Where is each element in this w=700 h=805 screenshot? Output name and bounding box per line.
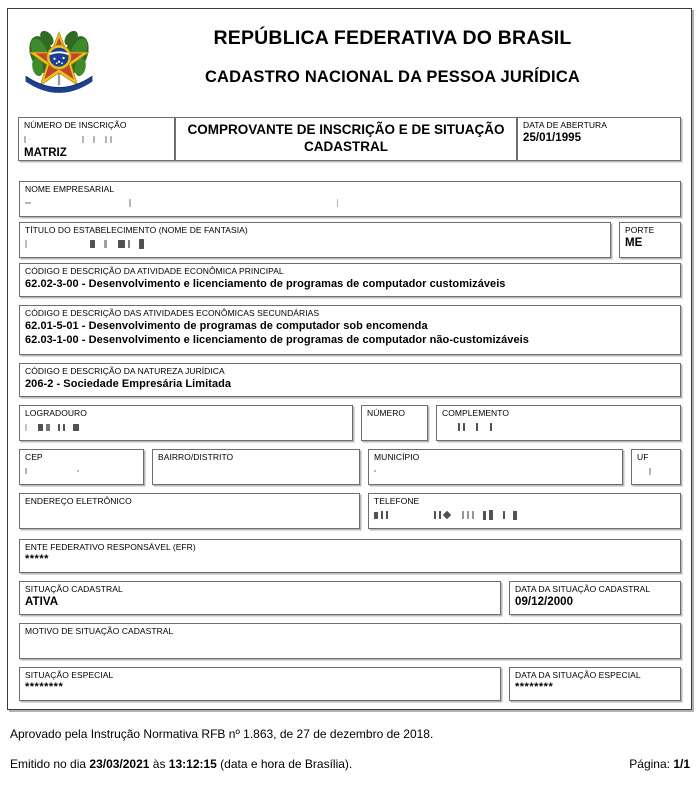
ente-federativo-value: ***** xyxy=(25,553,49,565)
page-indicator xyxy=(629,758,690,770)
brazil-coat-of-arms-icon xyxy=(21,23,97,99)
field-endereco-eletronico xyxy=(19,493,360,529)
atividade-secundaria-item: 62.03-1-00 - Desenvolvimento e licenciamento de programas de computador não-customizáveis xyxy=(25,334,529,346)
field-telefone xyxy=(368,493,681,529)
atividade-secundaria-item: 62.01-5-01 - Desenvolvimento de programas de computador sob encomenda xyxy=(25,320,428,332)
issue-prefix: Emitido no dia xyxy=(10,757,90,771)
field-situacao-cadastral xyxy=(19,581,501,615)
issue-middle: às xyxy=(149,757,169,771)
field-label: CÓDIGO E DESCRIÇÃO DA NATUREZA JURÍDICA xyxy=(25,366,225,376)
issue-time: 13:12:15 xyxy=(168,757,217,771)
titulo-estabelecimento-redacted-value xyxy=(25,236,605,251)
field-comprovante-title xyxy=(175,117,517,161)
data-abertura-value: 25/01/1995 xyxy=(523,132,582,144)
field-nome-empresarial xyxy=(19,181,681,217)
field-data-situacao-cadastral xyxy=(509,581,681,615)
numero-inscricao-matriz: MATRIZ xyxy=(24,147,67,159)
issue-date: 23/03/2021 xyxy=(89,757,150,771)
field-atividade-principal xyxy=(19,263,681,297)
field-label: MOTIVO DE SITUAÇÃO CADASTRAL xyxy=(25,626,174,636)
cnpj-document-frame xyxy=(7,8,692,710)
field-cep xyxy=(19,449,144,485)
field-label: CÓDIGO E DESCRIÇÃO DA ATIVIDADE ECONÔMICA PRINCIPAL xyxy=(25,266,284,276)
situacao-especial-value: ******** xyxy=(25,681,64,693)
field-label: UF xyxy=(637,452,649,462)
complemento-redacted-value xyxy=(442,419,675,434)
atividade-principal-value: 62.02-3-00 - Desenvolvimento e licenciamento de programas de computador customizáveis xyxy=(25,278,506,290)
telefone-redacted-value xyxy=(374,507,675,522)
field-label: SITUAÇÃO ESPECIAL xyxy=(25,670,114,680)
field-label: DATA DE ABERTURA xyxy=(523,120,607,130)
field-ente-federativo xyxy=(19,539,681,573)
issue-line xyxy=(10,758,690,770)
field-label: DATA DA SITUAÇÃO ESPECIAL xyxy=(515,670,641,680)
field-complemento xyxy=(436,405,681,441)
field-label: DATA DA SITUAÇÃO CADASTRAL xyxy=(515,584,651,594)
page-label: Página: xyxy=(629,757,674,771)
field-municipio xyxy=(368,449,623,485)
field-label: SITUAÇÃO CADASTRAL xyxy=(25,584,123,594)
field-atividades-secundarias xyxy=(19,305,681,355)
comprovante-title-text: COMPROVANTE DE INSCRIÇÃO E DE SITUAÇÃO CADASTRAL xyxy=(187,122,505,154)
field-label: PORTE xyxy=(625,225,655,235)
field-label: NÚMERO DE INSCRIÇÃO xyxy=(24,120,127,130)
field-bairro-distrito xyxy=(152,449,360,485)
porte-value: ME xyxy=(625,237,643,249)
logradouro-redacted-value xyxy=(25,419,347,434)
data-situacao-especial-value: ******** xyxy=(515,681,554,693)
approval-text: Aprovado pela Instrução Normativa RFB nº 1.863, de 27 de dezembro de 2018. xyxy=(10,727,434,741)
status-badge: ATIVA xyxy=(25,596,59,608)
field-situacao-especial xyxy=(19,667,501,701)
field-data-abertura xyxy=(517,117,681,161)
page-subtitle: CADASTRO NACIONAL DA PESSOA JURÍDICA xyxy=(204,67,581,86)
uf-redacted-value xyxy=(637,463,675,478)
field-label: CÓDIGO E DESCRIÇÃO DAS ATIVIDADES ECONÔMICAS SECUNDÁRIAS xyxy=(25,308,320,318)
issue-text xyxy=(10,758,352,770)
field-label: LOGRADOURO xyxy=(25,408,87,418)
field-natureza-juridica xyxy=(19,363,681,397)
field-label: COMPLEMENTO xyxy=(442,408,509,418)
field-motivo-situacao-cadastral xyxy=(19,623,681,659)
inscription-row xyxy=(18,117,681,161)
field-numero-inscricao xyxy=(18,117,175,161)
field-label: NOME EMPRESARIAL xyxy=(25,184,115,194)
numero-inscricao-redacted-value xyxy=(24,131,169,146)
field-label: ENDEREÇO ELETRÔNICO xyxy=(25,496,132,506)
document-header xyxy=(8,9,691,105)
municipio-redacted-value xyxy=(374,463,617,478)
field-label: NÚMERO xyxy=(367,408,406,418)
data-situacao-cadastral-value: 09/12/2000 xyxy=(515,596,574,608)
field-data-situacao-especial xyxy=(509,667,681,701)
field-logradouro xyxy=(19,405,353,441)
natureza-juridica-value: 206-2 - Sociedade Empresária Limitada xyxy=(25,378,232,390)
field-titulo-estabelecimento xyxy=(19,222,611,258)
field-label: CEP xyxy=(25,452,43,462)
field-uf xyxy=(631,449,681,485)
nome-empresarial-redacted-value xyxy=(25,195,675,210)
issue-suffix: (data e hora de Brasília). xyxy=(216,757,353,771)
field-label: ENTE FEDERATIVO RESPONSÁVEL (EFR) xyxy=(25,542,196,552)
field-numero xyxy=(361,405,428,441)
field-porte xyxy=(619,222,681,258)
field-label: TELEFONE xyxy=(374,496,420,506)
field-label: MUNICÍPIO xyxy=(374,452,420,462)
field-label: TÍTULO DO ESTABELECIMENTO (NOME DE FANTASIA) xyxy=(25,225,248,235)
document-footer xyxy=(10,728,690,770)
field-label: BAIRRO/DISTRITO xyxy=(158,452,234,462)
page-title: REPÚBLICA FEDERATIVA DO BRASIL xyxy=(213,27,572,50)
cep-redacted-value xyxy=(25,463,138,478)
page-value: 1/1 xyxy=(673,757,690,771)
header-title-group xyxy=(104,9,681,105)
